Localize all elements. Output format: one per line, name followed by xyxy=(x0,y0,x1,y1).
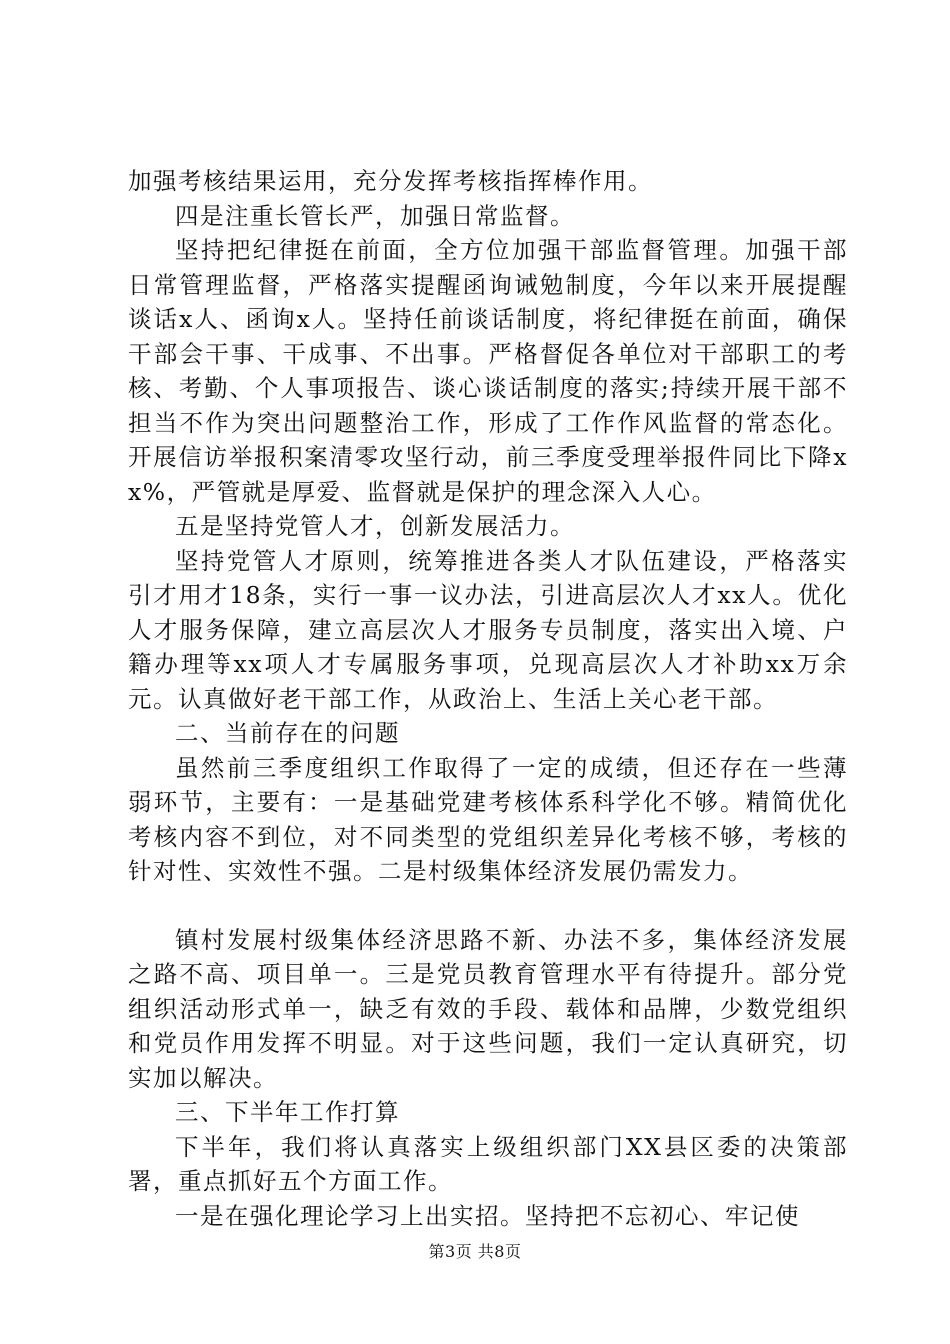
document-body xyxy=(128,164,848,1233)
paragraph-continuation: 加强考核结果运用，充分发挥考核指挥棒作用。 xyxy=(128,167,653,195)
section-heading-point-five: 五是坚持党管人才，创新发展活力。 xyxy=(175,512,575,540)
paragraph-plans-intro: 下半年，我们将认真落实上级组织部门XX县区委的决策部署，重点抓好五个方面工作。 xyxy=(128,1132,848,1195)
paragraph-problems-continued: 镇村发展村级集体经济思路不新、办法不多，集体经济发展之路不高、项目单一。三是党员教育管理水平有待提升。部分党组织活动形式单一，缺乏有效的手段、载体和品牌，少数党组织和党员作用发挥不明显。对于这些问题，我们一定认真研究，切实加以解决。 xyxy=(128,925,848,1092)
paragraph-supervision: 坚持把纪律挺在前面，全方位加强干部监督管理。加强干部日常管理监督，严格落实提醒函询诫勉制度，今年以来开展提醒谈话x人、函询x人。坚持任前谈话制度，将纪律挺在前面，确保干部会干事、干成事、不出事。严格督促各单位对干部职工的考核、考勤、个人事项报告、谈心谈话制度的落实;持续开展干部不担当不作为突出问题整治工作，形成了工作作风监督的常态化。开展信访举报积案清零攻坚行动，前三季度受理举报件同比下降xx%，严管就是厚爱、监督就是保护的理念深入人心。 xyxy=(128,236,848,506)
paragraph-problems: 虽然前三季度组织工作取得了一定的成绩，但还存在一些薄弱环节，主要有：一是基础党建考核体系科学化不够。精简优化考核内容不到位，对不同类型的党组织差异化考核不够，考核的针对性、实效性不强。二是村级集体经济发展仍需发力。 xyxy=(128,753,848,885)
paragraph-talent: 坚持党管人才原则，统筹推进各类人才队伍建设，严格落实引才用才18条，实行一事一议办法，引进高层次人才xx人。优化人才服务保障，建立高层次人才服务专员制度，落实出入境、户籍办理等xx项人才专属服务事项，兑现高层次人才补助xx万余元。认真做好老干部工作，从政治上、生活上关心老干部。 xyxy=(128,546,848,713)
section-heading-point-four: 四是注重长管长严，加强日常监督。 xyxy=(175,201,575,230)
section-heading-next-plans: 三、下半年工作打算 xyxy=(175,1098,400,1126)
section-heading-current-problems: 二、当前存在的问题 xyxy=(175,719,400,747)
page-number-footer: 第3页 共8页 xyxy=(428,1242,522,1261)
paragraph-plan-one: 一是在强化理论学习上出实招。坚持把不忘初心、牢记使 xyxy=(175,1201,800,1230)
